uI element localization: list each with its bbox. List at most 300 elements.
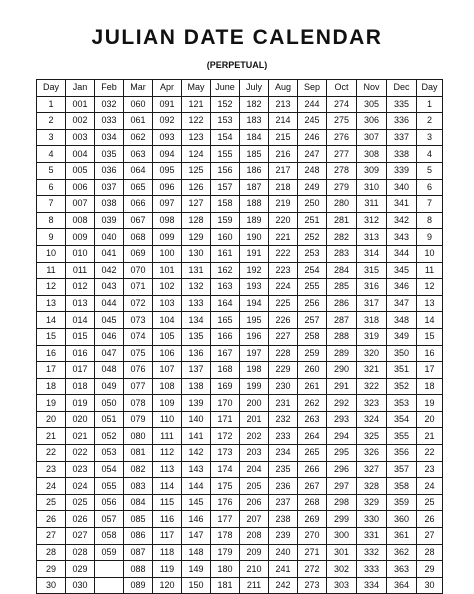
day-number-cell: 10 — [37, 245, 66, 262]
julian-date-cell: 004 — [66, 146, 95, 163]
julian-date-cell: 029 — [66, 561, 95, 578]
table-row — [37, 428, 443, 445]
julian-date-cell: 131 — [182, 262, 211, 279]
julian-date-cell: 271 — [298, 544, 327, 561]
julian-date-cell: 127 — [182, 196, 211, 213]
julian-date-cell: 276 — [327, 129, 357, 146]
julian-date-cell: 139 — [182, 395, 211, 412]
julian-date-cell: 114 — [153, 478, 182, 495]
julian-date-cell: 348 — [387, 312, 417, 329]
julian-date-cell: 027 — [66, 528, 95, 545]
julian-date-cell: 052 — [95, 428, 124, 445]
julian-date-cell: 082 — [124, 461, 153, 478]
julian-date-cell: 199 — [240, 378, 269, 395]
julian-date-cell: 089 — [124, 577, 153, 594]
julian-date-cell: 214 — [269, 113, 298, 130]
julian-date-cell: 340 — [387, 179, 417, 196]
julian-date-cell: 025 — [66, 494, 95, 511]
day-number-cell: 19 — [37, 395, 66, 412]
julian-date-cell: 019 — [66, 395, 95, 412]
day-number-cell: 7 — [417, 196, 443, 213]
julian-date-cell: 163 — [211, 279, 240, 296]
julian-date-cell: 300 — [327, 528, 357, 545]
julian-date-cell: 097 — [153, 196, 182, 213]
julian-date-cell: 319 — [357, 328, 387, 345]
julian-date-cell: 121 — [182, 96, 211, 113]
julian-date-cell: 179 — [211, 544, 240, 561]
table-row — [37, 461, 443, 478]
julian-date-cell: 137 — [182, 362, 211, 379]
julian-date-cell: 292 — [327, 395, 357, 412]
julian-date-cell: 337 — [387, 129, 417, 146]
julian-date-cell: 008 — [66, 212, 95, 229]
julian-date-cell: 053 — [95, 445, 124, 462]
julian-date-cell: 259 — [298, 345, 327, 362]
julian-date-cell: 291 — [327, 378, 357, 395]
julian-date-cell: 076 — [124, 362, 153, 379]
day-number-cell: 1 — [37, 96, 66, 113]
julian-date-cell: 098 — [153, 212, 182, 229]
julian-date-cell: 226 — [269, 312, 298, 329]
julian-date-cell: 335 — [387, 96, 417, 113]
julian-date-cell: 181 — [211, 577, 240, 594]
julian-date-cell: 185 — [240, 146, 269, 163]
julian-date-cell: 329 — [357, 494, 387, 511]
julian-date-cell: 086 — [124, 528, 153, 545]
julian-date-cell: 268 — [298, 494, 327, 511]
julian-date-cell: 021 — [66, 428, 95, 445]
day-number-cell: 5 — [417, 162, 443, 179]
julian-date-cell: 217 — [269, 162, 298, 179]
julian-date-cell: 060 — [124, 96, 153, 113]
julian-date-cell: 115 — [153, 494, 182, 511]
julian-date-cell: 014 — [66, 312, 95, 329]
julian-date-cell: 094 — [153, 146, 182, 163]
julian-date-cell: 201 — [240, 411, 269, 428]
julian-date-cell: 282 — [327, 229, 357, 246]
julian-date-cell: 092 — [153, 113, 182, 130]
julian-date-cell: 299 — [327, 511, 357, 528]
julian-date-cell: 289 — [327, 345, 357, 362]
julian-date-cell: 264 — [298, 428, 327, 445]
julian-date-cell: 325 — [357, 428, 387, 445]
day-number-cell: 7 — [37, 196, 66, 213]
julian-date-cell: 117 — [153, 528, 182, 545]
julian-date-cell: 255 — [298, 279, 327, 296]
table-row — [37, 378, 443, 395]
julian-date-cell: 211 — [240, 577, 269, 594]
julian-date-cell: 275 — [327, 113, 357, 130]
julian-date-cell: 265 — [298, 445, 327, 462]
julian-date-cell: 236 — [269, 478, 298, 495]
day-number-cell: 23 — [37, 461, 66, 478]
julian-date-cell: 250 — [298, 196, 327, 213]
julian-date-cell: 110 — [153, 411, 182, 428]
julian-date-cell: 128 — [182, 212, 211, 229]
julian-date-cell: 270 — [298, 528, 327, 545]
julian-date-cell: 165 — [211, 312, 240, 329]
julian-date-cell: 066 — [124, 196, 153, 213]
julian-date-cell: 197 — [240, 345, 269, 362]
julian-date-cell: 074 — [124, 328, 153, 345]
julian-date-cell: 130 — [182, 245, 211, 262]
column-header: May — [182, 80, 211, 97]
julian-date-cell: 233 — [269, 428, 298, 445]
julian-date-cell: 294 — [327, 428, 357, 445]
julian-date-cell: 032 — [95, 96, 124, 113]
day-number-cell: 27 — [37, 528, 66, 545]
day-number-cell: 24 — [37, 478, 66, 495]
julian-date-cell: 149 — [182, 561, 211, 578]
julian-date-cell: 033 — [95, 113, 124, 130]
julian-date-cell: 196 — [240, 328, 269, 345]
julian-date-cell: 344 — [387, 245, 417, 262]
page-subtitle: (PERPETUAL) — [206, 60, 268, 70]
julian-date-cell: 209 — [240, 544, 269, 561]
day-number-cell: 20 — [417, 411, 443, 428]
julian-date-cell: 075 — [124, 345, 153, 362]
julian-date-cell: 145 — [182, 494, 211, 511]
day-number-cell: 1 — [417, 96, 443, 113]
julian-date-cell: 063 — [124, 146, 153, 163]
julian-date-cell: 215 — [269, 129, 298, 146]
julian-date-cell: 174 — [211, 461, 240, 478]
julian-date-cell: 133 — [182, 295, 211, 312]
julian-date-cell: 219 — [269, 196, 298, 213]
julian-date-cell: 240 — [269, 544, 298, 561]
julian-date-cell: 357 — [387, 461, 417, 478]
julian-date-cell: 035 — [95, 146, 124, 163]
julian-date-cell: 220 — [269, 212, 298, 229]
table-row — [37, 528, 443, 545]
julian-date-cell: 336 — [387, 113, 417, 130]
julian-date-cell: 283 — [327, 245, 357, 262]
table-row — [37, 245, 443, 262]
julian-date-cell: 083 — [124, 478, 153, 495]
julian-date-cell: 241 — [269, 561, 298, 578]
julian-date-cell: 007 — [66, 196, 95, 213]
table-row — [37, 445, 443, 462]
julian-date-cell: 056 — [95, 494, 124, 511]
julian-date-cell: 140 — [182, 411, 211, 428]
julian-date-cell: 119 — [153, 561, 182, 578]
julian-date-cell: 262 — [298, 395, 327, 412]
julian-date-cell: 256 — [298, 295, 327, 312]
julian-date-cell: 101 — [153, 262, 182, 279]
day-number-cell: 3 — [417, 129, 443, 146]
day-number-cell: 17 — [417, 362, 443, 379]
julian-date-cell: 051 — [95, 411, 124, 428]
day-number-cell: 13 — [417, 295, 443, 312]
julian-date-cell: 223 — [269, 262, 298, 279]
table-row — [37, 262, 443, 279]
julian-date-cell: 281 — [327, 212, 357, 229]
julian-date-cell: 157 — [211, 179, 240, 196]
column-header: Feb — [95, 80, 124, 97]
julian-date-cell: 038 — [95, 196, 124, 213]
julian-date-cell: 354 — [387, 411, 417, 428]
day-number-cell: 2 — [37, 113, 66, 130]
julian-date-cell: 208 — [240, 528, 269, 545]
day-number-cell: 3 — [37, 129, 66, 146]
julian-date-cell: 129 — [182, 229, 211, 246]
julian-date-cell: 225 — [269, 295, 298, 312]
julian-date-cell: 167 — [211, 345, 240, 362]
julian-date-cell: 293 — [327, 411, 357, 428]
julian-date-cell: 002 — [66, 113, 95, 130]
julian-date-cell: 024 — [66, 478, 95, 495]
julian-date-cell: 321 — [357, 362, 387, 379]
julian-date-cell: 175 — [211, 478, 240, 495]
julian-date-cell: 065 — [124, 179, 153, 196]
table-row — [37, 478, 443, 495]
julian-date-cell: 339 — [387, 162, 417, 179]
julian-date-cell: 314 — [357, 245, 387, 262]
julian-date-cell: 005 — [66, 162, 95, 179]
julian-date-cell: 030 — [66, 577, 95, 594]
julian-date-cell: 154 — [211, 129, 240, 146]
julian-date-cell: 071 — [124, 279, 153, 296]
day-number-cell: 29 — [417, 561, 443, 578]
julian-date-cell: 360 — [387, 511, 417, 528]
table-row — [37, 362, 443, 379]
julian-date-cell: 351 — [387, 362, 417, 379]
column-header: July — [240, 80, 269, 97]
julian-date-cell: 059 — [95, 544, 124, 561]
julian-date-cell: 358 — [387, 478, 417, 495]
day-number-cell: 18 — [417, 378, 443, 395]
julian-date-cell: 123 — [182, 129, 211, 146]
column-header: Sep — [298, 80, 327, 97]
day-number-cell: 25 — [37, 494, 66, 511]
julian-date-cell: 172 — [211, 428, 240, 445]
julian-date-cell: 198 — [240, 362, 269, 379]
julian-date-cell: 248 — [298, 162, 327, 179]
julian-date-cell: 161 — [211, 245, 240, 262]
julian-date-cell: 168 — [211, 362, 240, 379]
julian-date-table — [36, 79, 443, 594]
day-number-cell: 12 — [417, 279, 443, 296]
julian-date-cell: 346 — [387, 279, 417, 296]
julian-date-cell: 326 — [357, 445, 387, 462]
julian-date-cell: 057 — [95, 511, 124, 528]
julian-date-cell: 169 — [211, 378, 240, 395]
julian-date-cell: 104 — [153, 312, 182, 329]
julian-date-cell: 106 — [153, 345, 182, 362]
julian-date-cell: 049 — [95, 378, 124, 395]
julian-date-cell: 287 — [327, 312, 357, 329]
julian-date-cell: 330 — [357, 511, 387, 528]
day-number-cell: 16 — [417, 345, 443, 362]
day-number-cell: 21 — [37, 428, 66, 445]
julian-date-cell: 251 — [298, 212, 327, 229]
table-row — [37, 328, 443, 345]
julian-date-cell: 350 — [387, 345, 417, 362]
julian-date-cell: 192 — [240, 262, 269, 279]
day-number-cell: 11 — [37, 262, 66, 279]
table-row — [37, 345, 443, 362]
table-row — [37, 212, 443, 229]
table-row — [37, 511, 443, 528]
julian-date-cell: 343 — [387, 229, 417, 246]
table-row — [37, 295, 443, 312]
julian-date-cell: 228 — [269, 345, 298, 362]
julian-date-cell: 333 — [357, 561, 387, 578]
julian-date-cell: 320 — [357, 345, 387, 362]
day-number-cell: 22 — [417, 445, 443, 462]
column-header: Mar — [124, 80, 153, 97]
julian-date-cell: 210 — [240, 561, 269, 578]
day-number-cell: 27 — [417, 528, 443, 545]
day-number-cell: 2 — [417, 113, 443, 130]
julian-date-cell: 138 — [182, 378, 211, 395]
julian-date-cell: 166 — [211, 328, 240, 345]
julian-date-cell: 111 — [153, 428, 182, 445]
day-number-cell: 9 — [37, 229, 66, 246]
julian-date-cell: 231 — [269, 395, 298, 412]
julian-date-cell: 012 — [66, 279, 95, 296]
table-row — [37, 229, 443, 246]
julian-date-cell: 298 — [327, 494, 357, 511]
julian-date-cell: 207 — [240, 511, 269, 528]
julian-date-cell: 055 — [95, 478, 124, 495]
julian-date-cell: 155 — [211, 146, 240, 163]
julian-date-cell: 088 — [124, 561, 153, 578]
day-number-cell: 8 — [37, 212, 66, 229]
julian-date-cell: 253 — [298, 245, 327, 262]
julian-date-cell: 171 — [211, 411, 240, 428]
day-number-cell: 30 — [37, 577, 66, 594]
julian-date-cell: 186 — [240, 162, 269, 179]
julian-date-cell: 323 — [357, 395, 387, 412]
julian-date-cell: 176 — [211, 494, 240, 511]
julian-date-cell: 079 — [124, 411, 153, 428]
day-number-cell: 28 — [37, 544, 66, 561]
julian-date-cell: 182 — [240, 96, 269, 113]
julian-date-cell: 261 — [298, 378, 327, 395]
julian-date-cell: 023 — [66, 461, 95, 478]
julian-date-cell: 280 — [327, 196, 357, 213]
column-header: Day — [417, 80, 443, 97]
day-number-cell: 12 — [37, 279, 66, 296]
day-number-cell: 14 — [417, 312, 443, 329]
table-row — [37, 129, 443, 146]
julian-date-cell: 278 — [327, 162, 357, 179]
julian-date-cell: 178 — [211, 528, 240, 545]
julian-date-cell: 315 — [357, 262, 387, 279]
julian-date-cell: 022 — [66, 445, 95, 462]
julian-date-cell: 180 — [211, 561, 240, 578]
day-number-cell: 26 — [37, 511, 66, 528]
julian-date-cell: 047 — [95, 345, 124, 362]
julian-date-cell: 077 — [124, 378, 153, 395]
table-row — [37, 96, 443, 113]
julian-date-cell: 239 — [269, 528, 298, 545]
julian-date-cell: 349 — [387, 328, 417, 345]
table-row — [37, 279, 443, 296]
julian-date-cell: 187 — [240, 179, 269, 196]
day-number-cell: 16 — [37, 345, 66, 362]
julian-date-cell: 118 — [153, 544, 182, 561]
julian-date-cell: 194 — [240, 295, 269, 312]
column-header: Jan — [66, 80, 95, 97]
julian-date-cell: 312 — [357, 212, 387, 229]
julian-date-cell — [95, 577, 124, 594]
julian-date-cell: 232 — [269, 411, 298, 428]
julian-date-cell: 061 — [124, 113, 153, 130]
julian-date-cell: 034 — [95, 129, 124, 146]
julian-date-cell: 322 — [357, 378, 387, 395]
julian-date-cell: 081 — [124, 445, 153, 462]
julian-date-cell: 334 — [357, 577, 387, 594]
day-number-cell: 15 — [417, 328, 443, 345]
julian-date-cell: 037 — [95, 179, 124, 196]
day-number-cell: 25 — [417, 494, 443, 511]
julian-date-cell: 311 — [357, 196, 387, 213]
julian-date-cell: 191 — [240, 245, 269, 262]
julian-date-cell: 313 — [357, 229, 387, 246]
column-header: Aug — [269, 80, 298, 97]
julian-date-cell: 141 — [182, 428, 211, 445]
julian-date-cell: 116 — [153, 511, 182, 528]
julian-date-cell: 303 — [327, 577, 357, 594]
column-header: Day — [37, 80, 66, 97]
julian-date-cell: 124 — [182, 146, 211, 163]
julian-date-cell: 087 — [124, 544, 153, 561]
julian-date-cell: 112 — [153, 445, 182, 462]
julian-date-cell: 085 — [124, 511, 153, 528]
julian-date-cell: 284 — [327, 262, 357, 279]
julian-date-cell: 290 — [327, 362, 357, 379]
day-number-cell: 10 — [417, 245, 443, 262]
julian-date-cell: 015 — [66, 328, 95, 345]
julian-date-cell: 345 — [387, 262, 417, 279]
julian-date-cell: 054 — [95, 461, 124, 478]
julian-date-cell: 364 — [387, 577, 417, 594]
julian-date-cell: 018 — [66, 378, 95, 395]
julian-date-cell: 190 — [240, 229, 269, 246]
table-body — [37, 96, 443, 594]
day-number-cell: 17 — [37, 362, 66, 379]
julian-date-cell: 362 — [387, 544, 417, 561]
julian-date-cell: 352 — [387, 378, 417, 395]
julian-date-cell: 125 — [182, 162, 211, 179]
julian-date-cell: 150 — [182, 577, 211, 594]
julian-date-cell: 221 — [269, 229, 298, 246]
julian-date-cell: 084 — [124, 494, 153, 511]
julian-date-cell: 100 — [153, 245, 182, 262]
julian-date-cell: 307 — [357, 129, 387, 146]
julian-date-cell: 073 — [124, 312, 153, 329]
julian-date-cell: 224 — [269, 279, 298, 296]
julian-date-cell: 263 — [298, 411, 327, 428]
julian-date-cell: 122 — [182, 113, 211, 130]
julian-date-cell: 302 — [327, 561, 357, 578]
day-number-cell: 28 — [417, 544, 443, 561]
day-number-cell: 30 — [417, 577, 443, 594]
julian-date-cell: 164 — [211, 295, 240, 312]
page-title: JULIAN DATE CALENDAR — [91, 26, 383, 49]
julian-date-cell: 078 — [124, 395, 153, 412]
julian-date-cell: 272 — [298, 561, 327, 578]
table-row — [37, 411, 443, 428]
julian-date-cell: 308 — [357, 146, 387, 163]
julian-date-cell: 126 — [182, 179, 211, 196]
julian-date-cell: 143 — [182, 461, 211, 478]
julian-date-cell: 238 — [269, 511, 298, 528]
julian-date-cell: 010 — [66, 245, 95, 262]
julian-date-cell: 234 — [269, 445, 298, 462]
